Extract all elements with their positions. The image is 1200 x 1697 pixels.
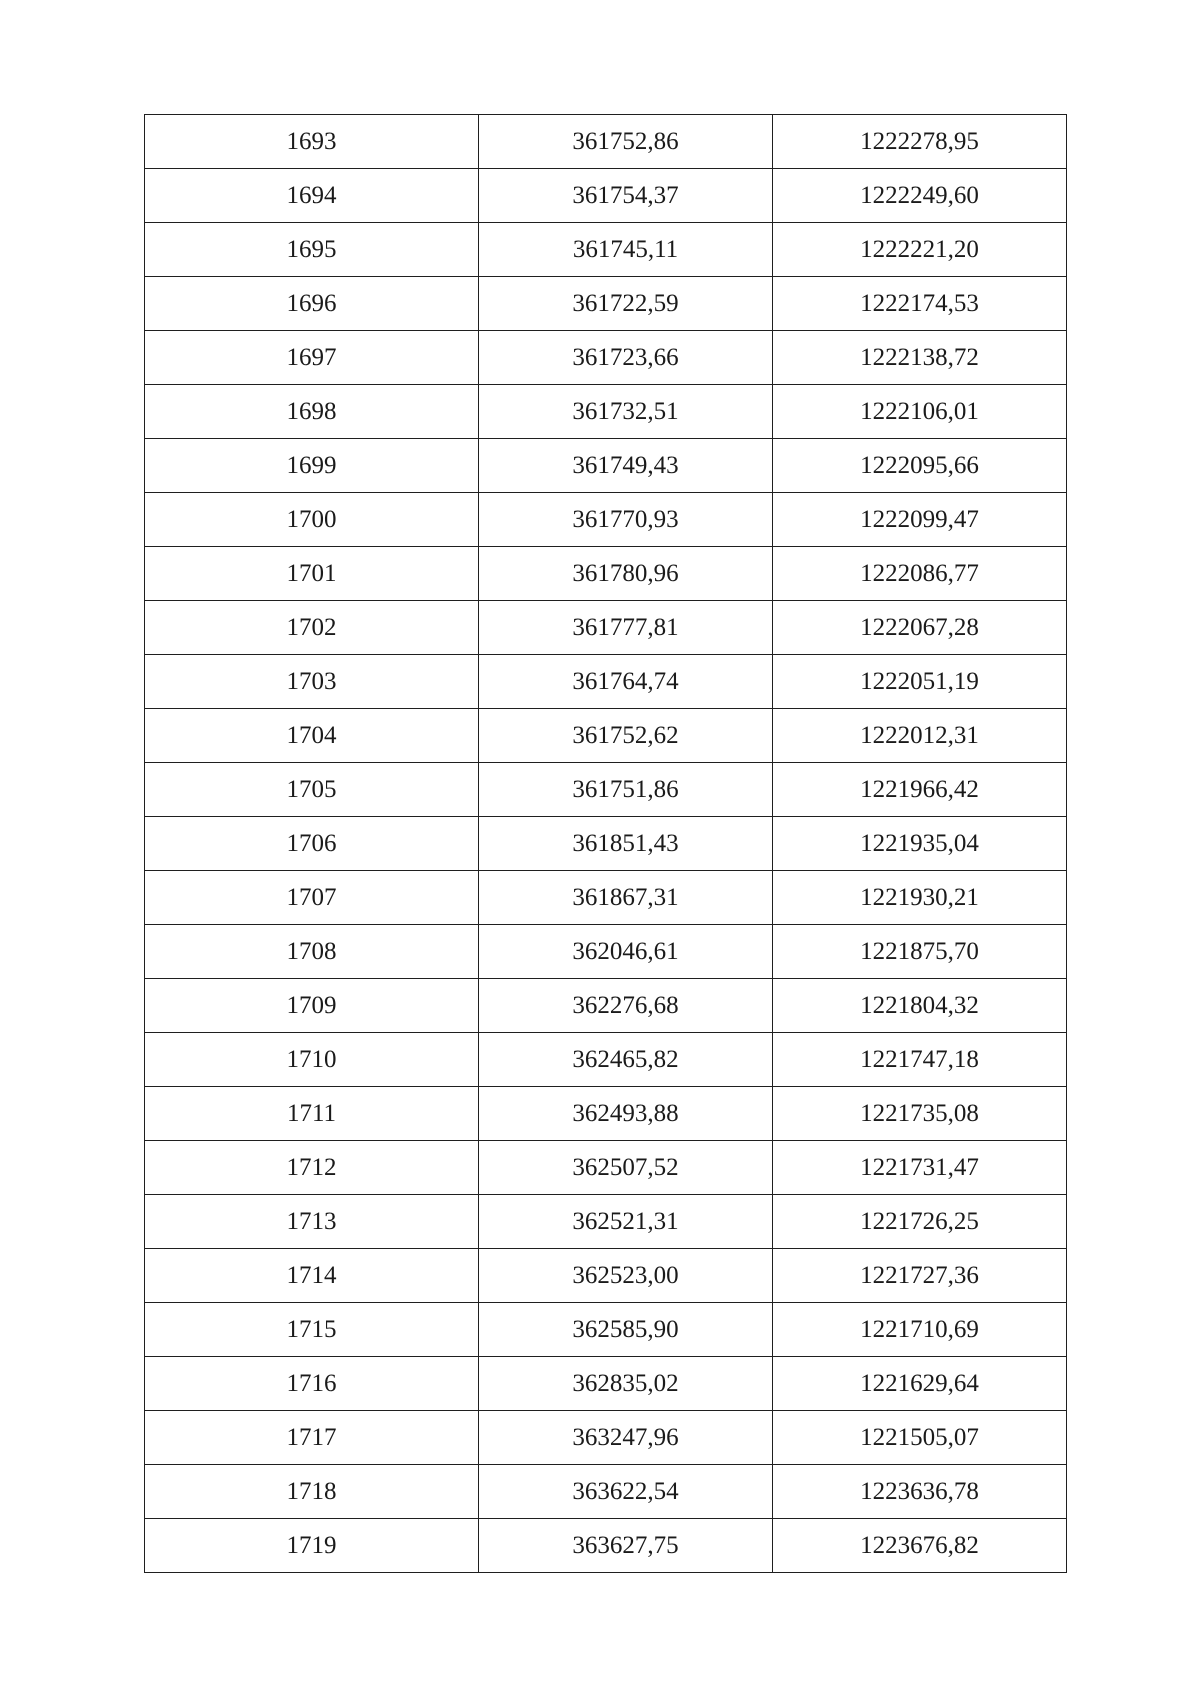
table-row [145,331,1067,385]
x-coordinate-cell: 362276,68 [479,979,773,1033]
table-row [145,709,1067,763]
y-coordinate-cell: 1221710,69 [773,1303,1067,1357]
y-coordinate-cell: 1222099,47 [773,493,1067,547]
x-coordinate-cell: 362521,31 [479,1195,773,1249]
y-coordinate-cell: 1222138,72 [773,331,1067,385]
point-number-cell: 1693 [145,115,479,169]
x-coordinate-cell: 362507,52 [479,1141,773,1195]
point-number-cell: 1715 [145,1303,479,1357]
y-coordinate-cell: 1221727,36 [773,1249,1067,1303]
x-coordinate-cell: 361751,86 [479,763,773,817]
table-row [145,601,1067,655]
point-number-cell: 1703 [145,655,479,709]
x-coordinate-cell: 361770,93 [479,493,773,547]
point-number-cell: 1705 [145,763,479,817]
y-coordinate-cell: 1221804,32 [773,979,1067,1033]
point-number-cell: 1704 [145,709,479,763]
x-coordinate-cell: 361749,43 [479,439,773,493]
point-number-cell: 1707 [145,871,479,925]
point-number-cell: 1697 [145,331,479,385]
point-number-cell: 1699 [145,439,479,493]
table-row [145,1411,1067,1465]
x-coordinate-cell: 361867,31 [479,871,773,925]
point-number-cell: 1696 [145,277,479,331]
point-number-cell: 1698 [145,385,479,439]
table-row [145,979,1067,1033]
y-coordinate-cell: 1221735,08 [773,1087,1067,1141]
x-coordinate-cell: 363622,54 [479,1465,773,1519]
x-coordinate-cell: 361732,51 [479,385,773,439]
x-coordinate-cell: 361754,37 [479,169,773,223]
point-number-cell: 1706 [145,817,479,871]
x-coordinate-cell: 361723,66 [479,331,773,385]
x-coordinate-cell: 361851,43 [479,817,773,871]
table-row [145,1519,1067,1573]
point-number-cell: 1695 [145,223,479,277]
y-coordinate-cell: 1222221,20 [773,223,1067,277]
table-row [145,1033,1067,1087]
x-coordinate-cell: 361777,81 [479,601,773,655]
y-coordinate-cell: 1221966,42 [773,763,1067,817]
point-number-cell: 1711 [145,1087,479,1141]
point-number-cell: 1713 [145,1195,479,1249]
y-coordinate-cell: 1221731,47 [773,1141,1067,1195]
y-coordinate-cell: 1223676,82 [773,1519,1067,1573]
point-number-cell: 1717 [145,1411,479,1465]
x-coordinate-cell: 362465,82 [479,1033,773,1087]
coordinates-table [144,114,1067,1573]
point-number-cell: 1718 [145,1465,479,1519]
y-coordinate-cell: 1222249,60 [773,169,1067,223]
y-coordinate-cell: 1222278,95 [773,115,1067,169]
table-row [145,763,1067,817]
table-row [145,547,1067,601]
point-number-cell: 1708 [145,925,479,979]
x-coordinate-cell: 361764,74 [479,655,773,709]
table-row [145,169,1067,223]
point-number-cell: 1700 [145,493,479,547]
y-coordinate-cell: 1222095,66 [773,439,1067,493]
y-coordinate-cell: 1223636,78 [773,1465,1067,1519]
table-row [145,385,1067,439]
x-coordinate-cell: 362046,61 [479,925,773,979]
x-coordinate-cell: 362585,90 [479,1303,773,1357]
x-coordinate-cell: 361722,59 [479,277,773,331]
point-number-cell: 1719 [145,1519,479,1573]
y-coordinate-cell: 1221505,07 [773,1411,1067,1465]
table-row [145,1249,1067,1303]
table-row [145,1465,1067,1519]
table-row [145,1303,1067,1357]
table-row [145,655,1067,709]
point-number-cell: 1710 [145,1033,479,1087]
y-coordinate-cell: 1222106,01 [773,385,1067,439]
y-coordinate-cell: 1221875,70 [773,925,1067,979]
x-coordinate-cell: 361752,86 [479,115,773,169]
table-row [145,277,1067,331]
x-coordinate-cell: 362493,88 [479,1087,773,1141]
y-coordinate-cell: 1221935,04 [773,817,1067,871]
y-coordinate-cell: 1222174,53 [773,277,1067,331]
x-coordinate-cell: 361752,62 [479,709,773,763]
table-row [145,817,1067,871]
table-row [145,493,1067,547]
y-coordinate-cell: 1222012,31 [773,709,1067,763]
x-coordinate-cell: 362835,02 [479,1357,773,1411]
x-coordinate-cell: 361780,96 [479,547,773,601]
table-row [145,1087,1067,1141]
point-number-cell: 1702 [145,601,479,655]
table-row [145,925,1067,979]
table-row [145,223,1067,277]
coordinates-table-body [145,115,1067,1573]
y-coordinate-cell: 1222051,19 [773,655,1067,709]
table-row [145,1195,1067,1249]
y-coordinate-cell: 1221747,18 [773,1033,1067,1087]
point-number-cell: 1712 [145,1141,479,1195]
point-number-cell: 1714 [145,1249,479,1303]
y-coordinate-cell: 1222086,77 [773,547,1067,601]
table-row [145,439,1067,493]
y-coordinate-cell: 1221726,25 [773,1195,1067,1249]
point-number-cell: 1701 [145,547,479,601]
y-coordinate-cell: 1222067,28 [773,601,1067,655]
table-row [145,1357,1067,1411]
y-coordinate-cell: 1221930,21 [773,871,1067,925]
point-number-cell: 1716 [145,1357,479,1411]
point-number-cell: 1709 [145,979,479,1033]
point-number-cell: 1694 [145,169,479,223]
x-coordinate-cell: 363247,96 [479,1411,773,1465]
x-coordinate-cell: 362523,00 [479,1249,773,1303]
table-row [145,1141,1067,1195]
y-coordinate-cell: 1221629,64 [773,1357,1067,1411]
x-coordinate-cell: 361745,11 [479,223,773,277]
x-coordinate-cell: 363627,75 [479,1519,773,1573]
table-row [145,115,1067,169]
table-row [145,871,1067,925]
